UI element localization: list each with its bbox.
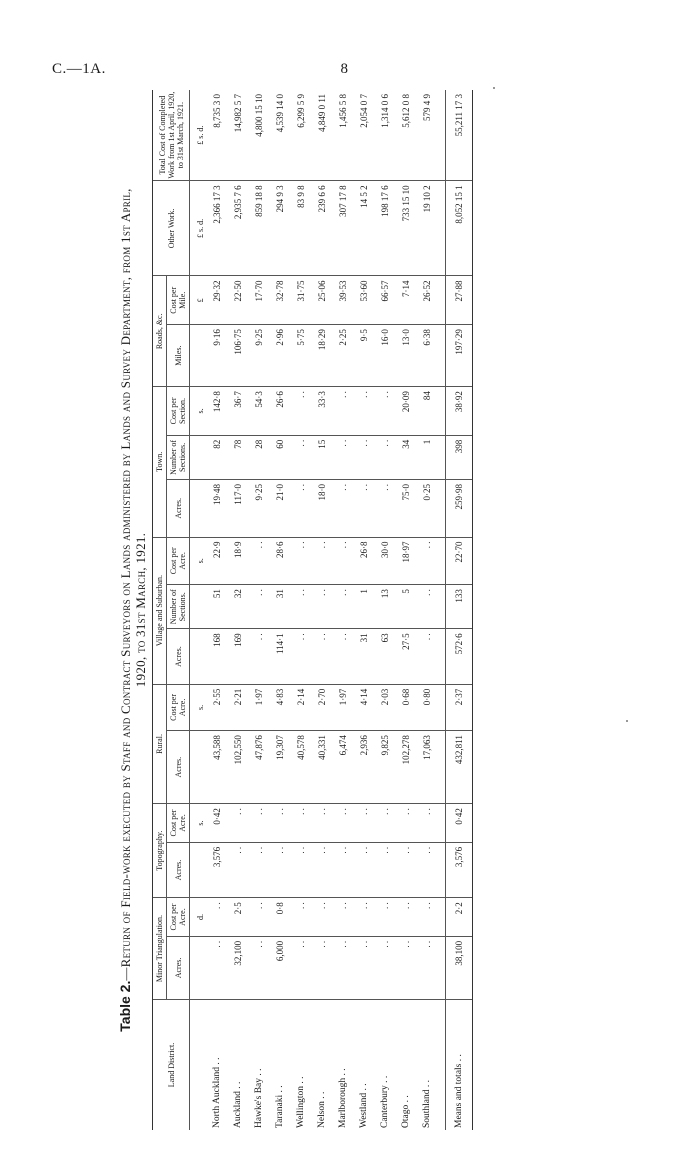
rural-cost-cell: 2·14	[290, 684, 311, 730]
town-cost-cell: . .	[374, 387, 395, 436]
other-work-cell: 2,366 17 3	[206, 181, 227, 276]
topo-acres-cell: 3,576	[446, 842, 473, 897]
other-work-cell: 83 9 8	[290, 181, 311, 276]
rural-acres-cell: 9,825	[374, 731, 395, 804]
village-suburban-header: Village and Suburban.	[153, 537, 167, 684]
topo-acres-cell: . .	[395, 842, 416, 897]
district-header: Land District.	[153, 999, 190, 1130]
total-cost-cell: 8,735 3 0	[206, 90, 227, 181]
town-cost-cell: 36·7	[227, 387, 248, 436]
village-acres-cell: 114·1	[269, 629, 290, 684]
speck-mark	[493, 87, 495, 89]
roads-cost-cell: 27·88	[446, 276, 473, 325]
rural-acres-cell: 19,307	[269, 731, 290, 804]
district-name: Hawke's Bay . .	[253, 1068, 264, 1128]
minor-acres-cell: . .	[395, 936, 416, 999]
village-sections-cell: . .	[332, 585, 353, 629]
village-acres-cell: 168	[206, 629, 227, 684]
town-acres-cell: 75·0	[395, 480, 416, 538]
town-sections-cell: 398	[446, 435, 473, 479]
total-cost-cell: 4,849 0 11	[311, 90, 332, 181]
minor-acres-cell: . .	[290, 936, 311, 999]
town-acres-cell: 9·25	[248, 480, 269, 538]
rural-acres-cell: 102,278	[395, 731, 416, 804]
topo-acres-cell: . .	[227, 842, 248, 897]
other-work-cell: 307 17 8	[332, 181, 353, 276]
unit-label: s.	[190, 684, 207, 730]
other-work-cell: 19 10 2	[416, 181, 437, 276]
district-name: Wellington . .	[295, 1076, 306, 1128]
village-acres-cell: . .	[290, 629, 311, 684]
minor-cost-cell: 0·8	[269, 898, 290, 937]
number-sections-header: Number of Sections.	[167, 585, 190, 629]
topo-acres-cell: . .	[374, 842, 395, 897]
acres-header: Acres.	[167, 936, 190, 999]
minor-acres-cell: . .	[206, 936, 227, 999]
town-acres-cell: 0·25	[416, 480, 437, 538]
rural-acres-cell: 43,588	[206, 731, 227, 804]
table-row	[269, 90, 290, 1130]
units-row	[190, 90, 207, 1130]
village-sections-cell: . .	[311, 585, 332, 629]
town-acres-cell: 21·0	[269, 480, 290, 538]
total-cost-cell: 4,800 15 10	[248, 90, 269, 181]
total-cost-header: Total Cost of Completed Work from 1st April, 1920, to 31st March, 1921.	[153, 90, 190, 181]
total-cost-cell: 1,314 0 6	[374, 90, 395, 181]
town-sections-cell: 1	[416, 435, 437, 479]
other-work-cell: 733 15 10	[395, 181, 416, 276]
totals-row	[446, 90, 473, 1130]
village-cost-cell: 26·8	[353, 537, 374, 585]
document-reference: C.—1A.	[52, 61, 106, 77]
village-cost-cell: 18·9	[227, 537, 248, 585]
minor-cost-cell: . .	[206, 898, 227, 937]
town-header: Town.	[153, 387, 167, 537]
minor-acres-cell: 6,000	[269, 936, 290, 999]
town-sections-cell: 34	[395, 435, 416, 479]
town-cost-cell: 26·6	[269, 387, 290, 436]
district-name: Marlborough . .	[337, 1068, 348, 1128]
rural-acres-cell: 47,876	[248, 731, 269, 804]
title-line-1: —Return of Field-work executed by Staff and Contract Surveyors on Lands administered by Lands and Survey Department, from 1st April,	[118, 188, 133, 981]
town-cost-cell: 84	[416, 387, 437, 436]
rural-cost-cell: 2·03	[374, 684, 395, 730]
village-acres-cell: 27·5	[395, 629, 416, 684]
district-name: Auckland . .	[232, 1081, 243, 1128]
rural-cost-cell: 2·55	[206, 684, 227, 730]
village-cost-cell: . .	[416, 537, 437, 585]
table-row	[206, 90, 227, 1130]
other-work-cell: 2,935 7 6	[227, 181, 248, 276]
village-cost-cell: 22·70	[446, 537, 473, 585]
village-sections-cell: . .	[248, 585, 269, 629]
town-sections-cell: 78	[227, 435, 248, 479]
minor-cost-cell: 2·5	[227, 898, 248, 937]
village-cost-cell: 18·97	[395, 537, 416, 585]
unit-label: s.	[190, 537, 207, 585]
rural-cost-cell: 1·97	[332, 684, 353, 730]
roads-header: Roads, &c.	[153, 276, 167, 387]
town-sections-cell: . .	[290, 435, 311, 479]
title-line-2: 1920, to 31st March, 1921.	[133, 532, 148, 688]
total-cost-cell: 4,539 14 0	[269, 90, 290, 181]
minor-acres-cell: 32,100	[227, 936, 248, 999]
roads-miles-cell: 9·25	[248, 325, 269, 387]
total-cost-cell: 579 4 9	[416, 90, 437, 181]
rural-acres-cell: 40,331	[311, 731, 332, 804]
town-sections-cell: 82	[206, 435, 227, 479]
roads-miles-cell: 18·29	[311, 325, 332, 387]
topo-cost-cell: . .	[227, 804, 248, 843]
unit-label: s.	[190, 387, 207, 436]
rural-cost-cell: 0·80	[416, 684, 437, 730]
topo-cost-cell: 0·42	[206, 804, 227, 843]
topo-acres-cell: . .	[311, 842, 332, 897]
town-cost-cell: 142·8	[206, 387, 227, 436]
acres-header: Acres.	[167, 842, 190, 897]
topo-cost-cell: . .	[395, 804, 416, 843]
district-name: Otago . .	[400, 1095, 411, 1128]
total-cost-cell: 55,211 17 3	[446, 90, 473, 181]
rural-acres-cell: 6,474	[332, 731, 353, 804]
roads-miles-cell: 5·75	[290, 325, 311, 387]
number-sections-header: Number of Sections.	[167, 435, 190, 479]
village-sections-cell: 5	[395, 585, 416, 629]
town-cost-cell: . .	[353, 387, 374, 436]
village-acres-cell: . .	[248, 629, 269, 684]
other-work-cell: 14 5 2	[353, 181, 374, 276]
rural-cost-cell: 4·14	[353, 684, 374, 730]
village-sections-cell: . .	[290, 585, 311, 629]
district-name: Means and totals . .	[446, 999, 473, 1130]
table-row	[395, 90, 416, 1130]
minor-cost-cell: . .	[353, 898, 374, 937]
rotated-table-region	[118, 90, 618, 1130]
town-acres-cell: 18·0	[311, 480, 332, 538]
table-row	[311, 90, 332, 1130]
roads-miles-cell: 9·5	[353, 325, 374, 387]
district-name: North Auckland . .	[211, 1057, 222, 1128]
roads-cost-cell: 53·60	[353, 276, 374, 325]
total-cost-cell: 14,982 5 7	[227, 90, 248, 181]
topography-header: Topography.	[153, 804, 167, 898]
village-acres-cell: 169	[227, 629, 248, 684]
roads-miles-cell: 2·25	[332, 325, 353, 387]
town-cost-cell: 38·92	[446, 387, 473, 436]
topo-cost-cell: . .	[290, 804, 311, 843]
roads-cost-cell: 22·50	[227, 276, 248, 325]
town-acres-cell: . .	[290, 480, 311, 538]
cost-per-acre-header: Cost per Acre.	[167, 898, 190, 937]
unit-label: £ s. d.	[190, 90, 207, 181]
unit-label: d.	[190, 898, 207, 937]
topo-acres-cell: . .	[269, 842, 290, 897]
roads-miles-cell: 2·96	[269, 325, 290, 387]
rural-cost-cell: 2·21	[227, 684, 248, 730]
town-acres-cell: . .	[374, 480, 395, 538]
table-label: Table 2.	[117, 980, 133, 1032]
minor-acres-cell: 38,100	[446, 936, 473, 999]
topo-acres-cell: . .	[290, 842, 311, 897]
rural-header: Rural.	[153, 684, 167, 803]
minor-acres-cell: . .	[248, 936, 269, 999]
unit-label: £ s. d.	[190, 181, 207, 276]
table-row	[416, 90, 437, 1130]
town-acres-cell: 117·0	[227, 480, 248, 538]
cost-per-acre-header: Cost per Acre.	[167, 537, 190, 585]
rural-cost-cell: 0·68	[395, 684, 416, 730]
village-acres-cell: . .	[311, 629, 332, 684]
district-name: Nelson . .	[316, 1091, 327, 1128]
topo-cost-cell: . .	[353, 804, 374, 843]
roads-cost-cell: 31·75	[290, 276, 311, 325]
roads-cost-cell: 17·70	[248, 276, 269, 325]
topo-cost-cell: . .	[374, 804, 395, 843]
acres-header: Acres.	[167, 629, 190, 684]
town-cost-cell: 33·3	[311, 387, 332, 436]
table-row	[248, 90, 269, 1130]
cost-per-acre-header: Cost per Acre.	[167, 804, 190, 843]
topo-acres-cell: . .	[353, 842, 374, 897]
rural-cost-cell: 2·70	[311, 684, 332, 730]
village-cost-cell: 22·9	[206, 537, 227, 585]
minor-triangulation-header: Minor Triangulation.	[153, 898, 167, 1000]
minor-acres-cell: . .	[374, 936, 395, 999]
roads-cost-cell: 7·14	[395, 276, 416, 325]
total-cost-cell: 1,456 5 8	[332, 90, 353, 181]
village-sections-cell: . .	[416, 585, 437, 629]
minor-cost-cell: . .	[395, 898, 416, 937]
other-work-cell: 294 9 3	[269, 181, 290, 276]
speck-mark	[626, 720, 628, 722]
other-work-cell: 8,052 15 1	[446, 181, 473, 276]
town-cost-cell: . .	[290, 387, 311, 436]
topo-cost-cell: . .	[416, 804, 437, 843]
town-acres-cell: . .	[332, 480, 353, 538]
rural-cost-cell: 2·37	[446, 684, 473, 730]
topo-cost-cell: . .	[311, 804, 332, 843]
town-sections-cell: 60	[269, 435, 290, 479]
acres-header: Acres.	[167, 731, 190, 804]
total-cost-cell: 5,612 0 8	[395, 90, 416, 181]
acres-header: Acres.	[167, 480, 190, 538]
rural-cost-cell: 4·83	[269, 684, 290, 730]
page-number: 8	[340, 61, 348, 77]
minor-acres-cell: . .	[311, 936, 332, 999]
topo-cost-cell: 0·42	[446, 804, 473, 843]
table-title	[118, 90, 152, 1130]
village-sections-cell: 1	[353, 585, 374, 629]
topo-cost-cell: . .	[269, 804, 290, 843]
minor-cost-cell: . .	[311, 898, 332, 937]
village-cost-cell: 30·0	[374, 537, 395, 585]
roads-cost-cell: 25·06	[311, 276, 332, 325]
village-sections-cell: 32	[227, 585, 248, 629]
topo-acres-cell: . .	[332, 842, 353, 897]
topo-acres-cell: . .	[248, 842, 269, 897]
village-acres-cell: 31	[353, 629, 374, 684]
topo-cost-cell: . .	[248, 804, 269, 843]
minor-cost-cell: 2·2	[446, 898, 473, 937]
other-work-cell: 198 17 6	[374, 181, 395, 276]
roads-miles-cell: 106·75	[227, 325, 248, 387]
unit-label: s.	[190, 804, 207, 843]
minor-cost-cell: . .	[332, 898, 353, 937]
cost-per-acre-header: Cost per Acre.	[167, 684, 190, 730]
roads-miles-cell: 16·0	[374, 325, 395, 387]
town-sections-cell: . .	[374, 435, 395, 479]
minor-acres-cell: . .	[416, 936, 437, 999]
town-acres-cell: 259·98	[446, 480, 473, 538]
cost-per-mile-header: Cost per Mile.	[167, 276, 190, 325]
total-cost-cell: 2,054 0 7	[353, 90, 374, 181]
district-name: Canterbury . .	[379, 1075, 390, 1128]
village-cost-cell: . .	[332, 537, 353, 585]
village-acres-cell: . .	[416, 629, 437, 684]
cost-per-section-header: Cost per Section.	[167, 387, 190, 436]
village-acres-cell: . .	[332, 629, 353, 684]
minor-acres-cell: . .	[332, 936, 353, 999]
other-work-cell: 859 18 8	[248, 181, 269, 276]
village-sections-cell: 13	[374, 585, 395, 629]
unit-label: £	[190, 276, 207, 325]
minor-acres-cell: . .	[353, 936, 374, 999]
rural-cost-cell: 1·97	[248, 684, 269, 730]
village-acres-cell: 63	[374, 629, 395, 684]
total-cost-cell: 6,299 5 9	[290, 90, 311, 181]
district-name: Westland . .	[358, 1083, 369, 1128]
topo-acres-cell: . .	[416, 842, 437, 897]
town-sections-cell: . .	[353, 435, 374, 479]
village-acres-cell: 572·6	[446, 629, 473, 684]
table-row	[374, 90, 395, 1130]
miles-header: Miles.	[167, 325, 190, 387]
minor-cost-cell: . .	[290, 898, 311, 937]
village-sections-cell: 51	[206, 585, 227, 629]
minor-cost-cell: . .	[374, 898, 395, 937]
roads-cost-cell: 39·53	[332, 276, 353, 325]
minor-cost-cell: . .	[248, 898, 269, 937]
village-cost-cell: . .	[311, 537, 332, 585]
village-sections-cell: 133	[446, 585, 473, 629]
minor-cost-cell: . .	[416, 898, 437, 937]
town-sections-cell: 28	[248, 435, 269, 479]
rural-acres-cell: 40,578	[290, 731, 311, 804]
roads-cost-cell: 32·78	[269, 276, 290, 325]
field-work-table	[152, 90, 473, 1130]
town-sections-cell: . .	[332, 435, 353, 479]
rural-acres-cell: 2,936	[353, 731, 374, 804]
town-cost-cell: 54·3	[248, 387, 269, 436]
roads-cost-cell: 66·57	[374, 276, 395, 325]
spacer-row	[437, 90, 446, 1130]
village-cost-cell: . .	[290, 537, 311, 585]
other-work-header: Other Work.	[153, 181, 190, 276]
roads-miles-cell: 197·29	[446, 325, 473, 387]
table-row	[227, 90, 248, 1130]
town-sections-cell: 15	[311, 435, 332, 479]
roads-miles-cell: 6·38	[416, 325, 437, 387]
district-name: Taranaki . .	[274, 1085, 285, 1128]
town-cost-cell: . .	[332, 387, 353, 436]
town-acres-cell: . .	[353, 480, 374, 538]
rural-acres-cell: 17,063	[416, 731, 437, 804]
roads-cost-cell: 29·32	[206, 276, 227, 325]
roads-miles-cell: 9·16	[206, 325, 227, 387]
topo-acres-cell: 3,576	[206, 842, 227, 897]
other-work-cell: 239 6 6	[311, 181, 332, 276]
village-sections-cell: 31	[269, 585, 290, 629]
village-cost-cell: . .	[248, 537, 269, 585]
table-row	[353, 90, 374, 1130]
table-row	[290, 90, 311, 1130]
topo-cost-cell: . .	[332, 804, 353, 843]
rural-acres-cell: 102,550	[227, 731, 248, 804]
roads-cost-cell: 26·52	[416, 276, 437, 325]
rural-acres-cell: 432,811	[446, 731, 473, 804]
table-row	[332, 90, 353, 1130]
town-acres-cell: 19·48	[206, 480, 227, 538]
town-cost-cell: 20·09	[395, 387, 416, 436]
roads-miles-cell: 13·0	[395, 325, 416, 387]
village-cost-cell: 28·6	[269, 537, 290, 585]
district-name: Southland . .	[421, 1079, 432, 1128]
